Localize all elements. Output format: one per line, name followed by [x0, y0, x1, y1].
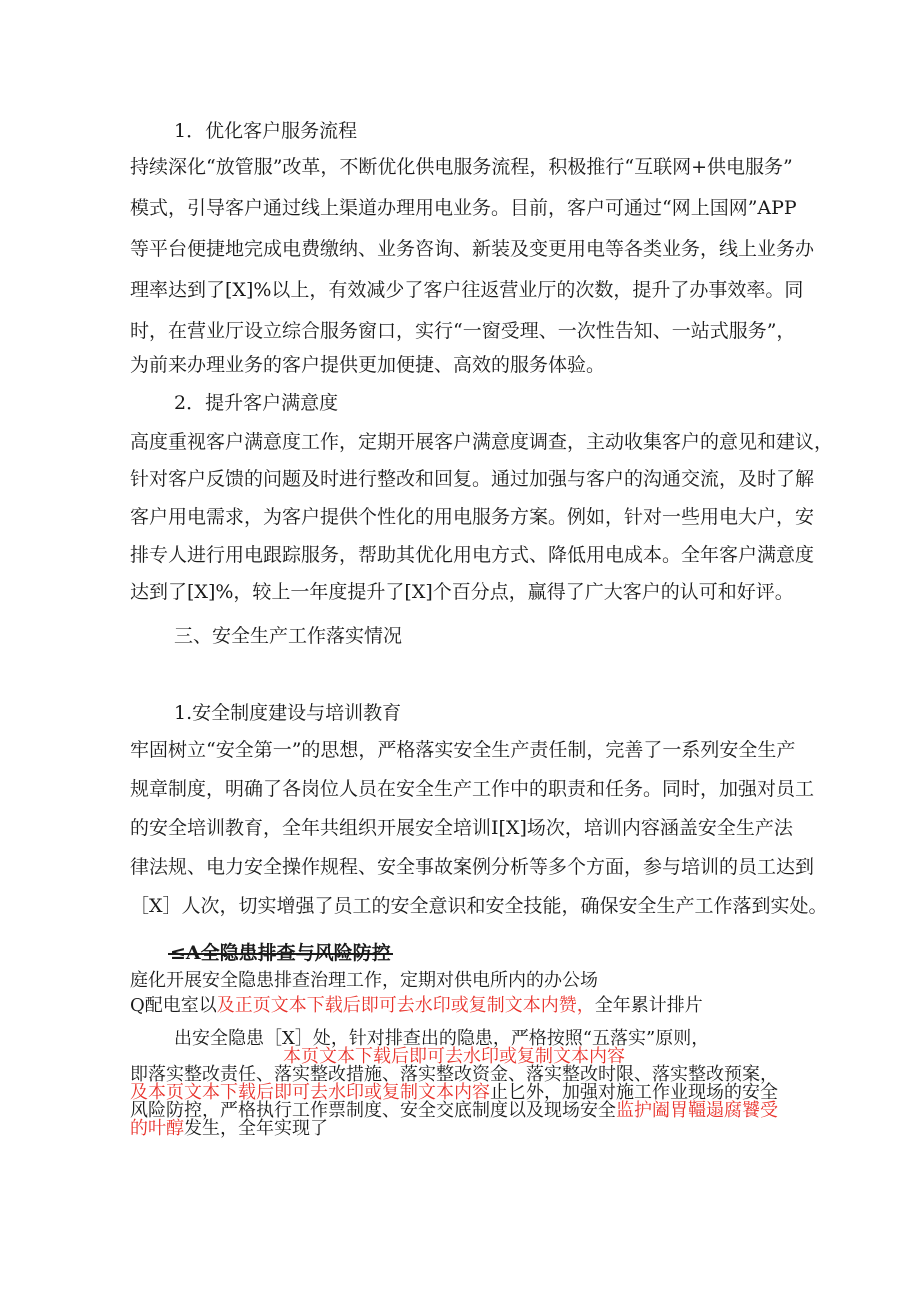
section-2-line: 针对客户反馈的问题及时进行整改和回复。通过加强与客户的沟通交流，及时了解	[130, 468, 815, 490]
section-5-line	[130, 994, 703, 1018]
section-5-line: 庭化开展安全隐患排查治理工作，定期对供电所内的办公场	[130, 970, 598, 991]
section-5-line	[130, 1117, 328, 1141]
section-2-heading: 2．提升客户满意度	[174, 392, 339, 414]
section-1-heading: 1．优化客户服务流程	[174, 120, 358, 142]
section-4-line: 律法规、电力安全操作规程、安全事故案例分析等多个方面，参与培训的员工达到	[130, 856, 815, 878]
text-segment: 止匕外，加强对施工作业现场的安全	[490, 1082, 778, 1103]
watermark-text: 监护阖胃韁遢腐饕受	[616, 1100, 778, 1121]
text-segment: 风险防控，严格执行工作票制度、安全交底制度以及现场安全	[130, 1100, 616, 1121]
text-segment: Q配电室以	[130, 995, 217, 1016]
section-5-heading	[170, 941, 391, 965]
section-1-line: 理率达到了[X]%以上，有效减少了客户往返营业厅的次数，提升了办事效率。同	[130, 279, 804, 301]
section-1-line: 时，在营业厅设立综合服务窗口，实行“一窗受理、一次性告知、一站式服务”，	[130, 320, 796, 342]
section-2-line: 高度重视客户满意度工作，定期开展客户满意度调查，主动收集客户的意见和建议，	[130, 431, 834, 453]
section-2-line: 客户用电需求，为客户提供个性化的用电服务方案。例如，针对一些用电大户，安	[130, 506, 815, 528]
section-2-line: 排专人进行用电跟踪服务，帮助其优化用电方式、降低用电成本。全年客户满意度	[130, 544, 815, 566]
section-5-line: 即落实整改责任、落实整改措施、落实整改资金、落实整改时限、落实整改预案，	[130, 1064, 778, 1085]
heading-text: 全隐患排查与风险防控	[200, 942, 391, 964]
heading-prefix-mark: ≤A	[170, 942, 201, 964]
text-segment: 发生，全年实现了	[184, 1118, 328, 1139]
section-4-line: 牢固树立“安全第一”的思想，严格落实安全生产责任制，完善了一系列安全生产	[130, 739, 796, 761]
section-5-line: 出安全隐患［X］处，针对排查出的隐患，严格按照“五落实”原则，	[174, 1028, 710, 1049]
section-4-line: 规章制度，明确了各岗位人员在安全生产工作中的职责和任务。同时，加强对员工	[130, 778, 815, 800]
section-1-line: 持续深化“放管服”改革，不断优化供电服务流程，积极推行“互联网+供电服务”	[130, 156, 793, 178]
text-segment: 全年累计排片	[594, 995, 703, 1016]
section-2-line: 达到了[X]%，较上一年度提升了[X]个百分点，赢得了广大客户的认可和好评。	[130, 581, 794, 603]
section-4-line: ［X］人次，切实增强了员工的安全意识和安全技能，确保安全生产工作落到实处。	[130, 895, 828, 917]
section-1-line: 模式，引导客户通过线上渠道办理用电业务。目前，客户可通过“网上国网”APP	[130, 197, 797, 219]
section-4-line: 的安全培训教育，全年共组织开展安全培训I[X]场次，培训内容涵盖安全生产法	[130, 817, 793, 839]
watermark-text: 及本页文本下载后即可去水印或复制文本内容	[130, 1082, 490, 1103]
watermark-text: 及正页文本下载后即可去水印或复制文本内赞，	[216, 995, 595, 1016]
watermark-text: 本页文本下载后即可去水印或复制文本内容	[283, 1046, 625, 1067]
section-1-line: 为前来办理业务的客户提供更加便捷、高效的服务体验。	[130, 354, 606, 376]
section-3-heading: 三、安全生产工作落实情况	[174, 625, 403, 647]
watermark-text: 的叶醇	[130, 1118, 184, 1139]
section-1-line: 等平台便捷地完成电费缴纳、业务咨询、新装及变更用电等各类业务，线上业务办	[130, 238, 815, 260]
section-4-heading: 1.安全制度建设与培训教育	[174, 702, 402, 724]
